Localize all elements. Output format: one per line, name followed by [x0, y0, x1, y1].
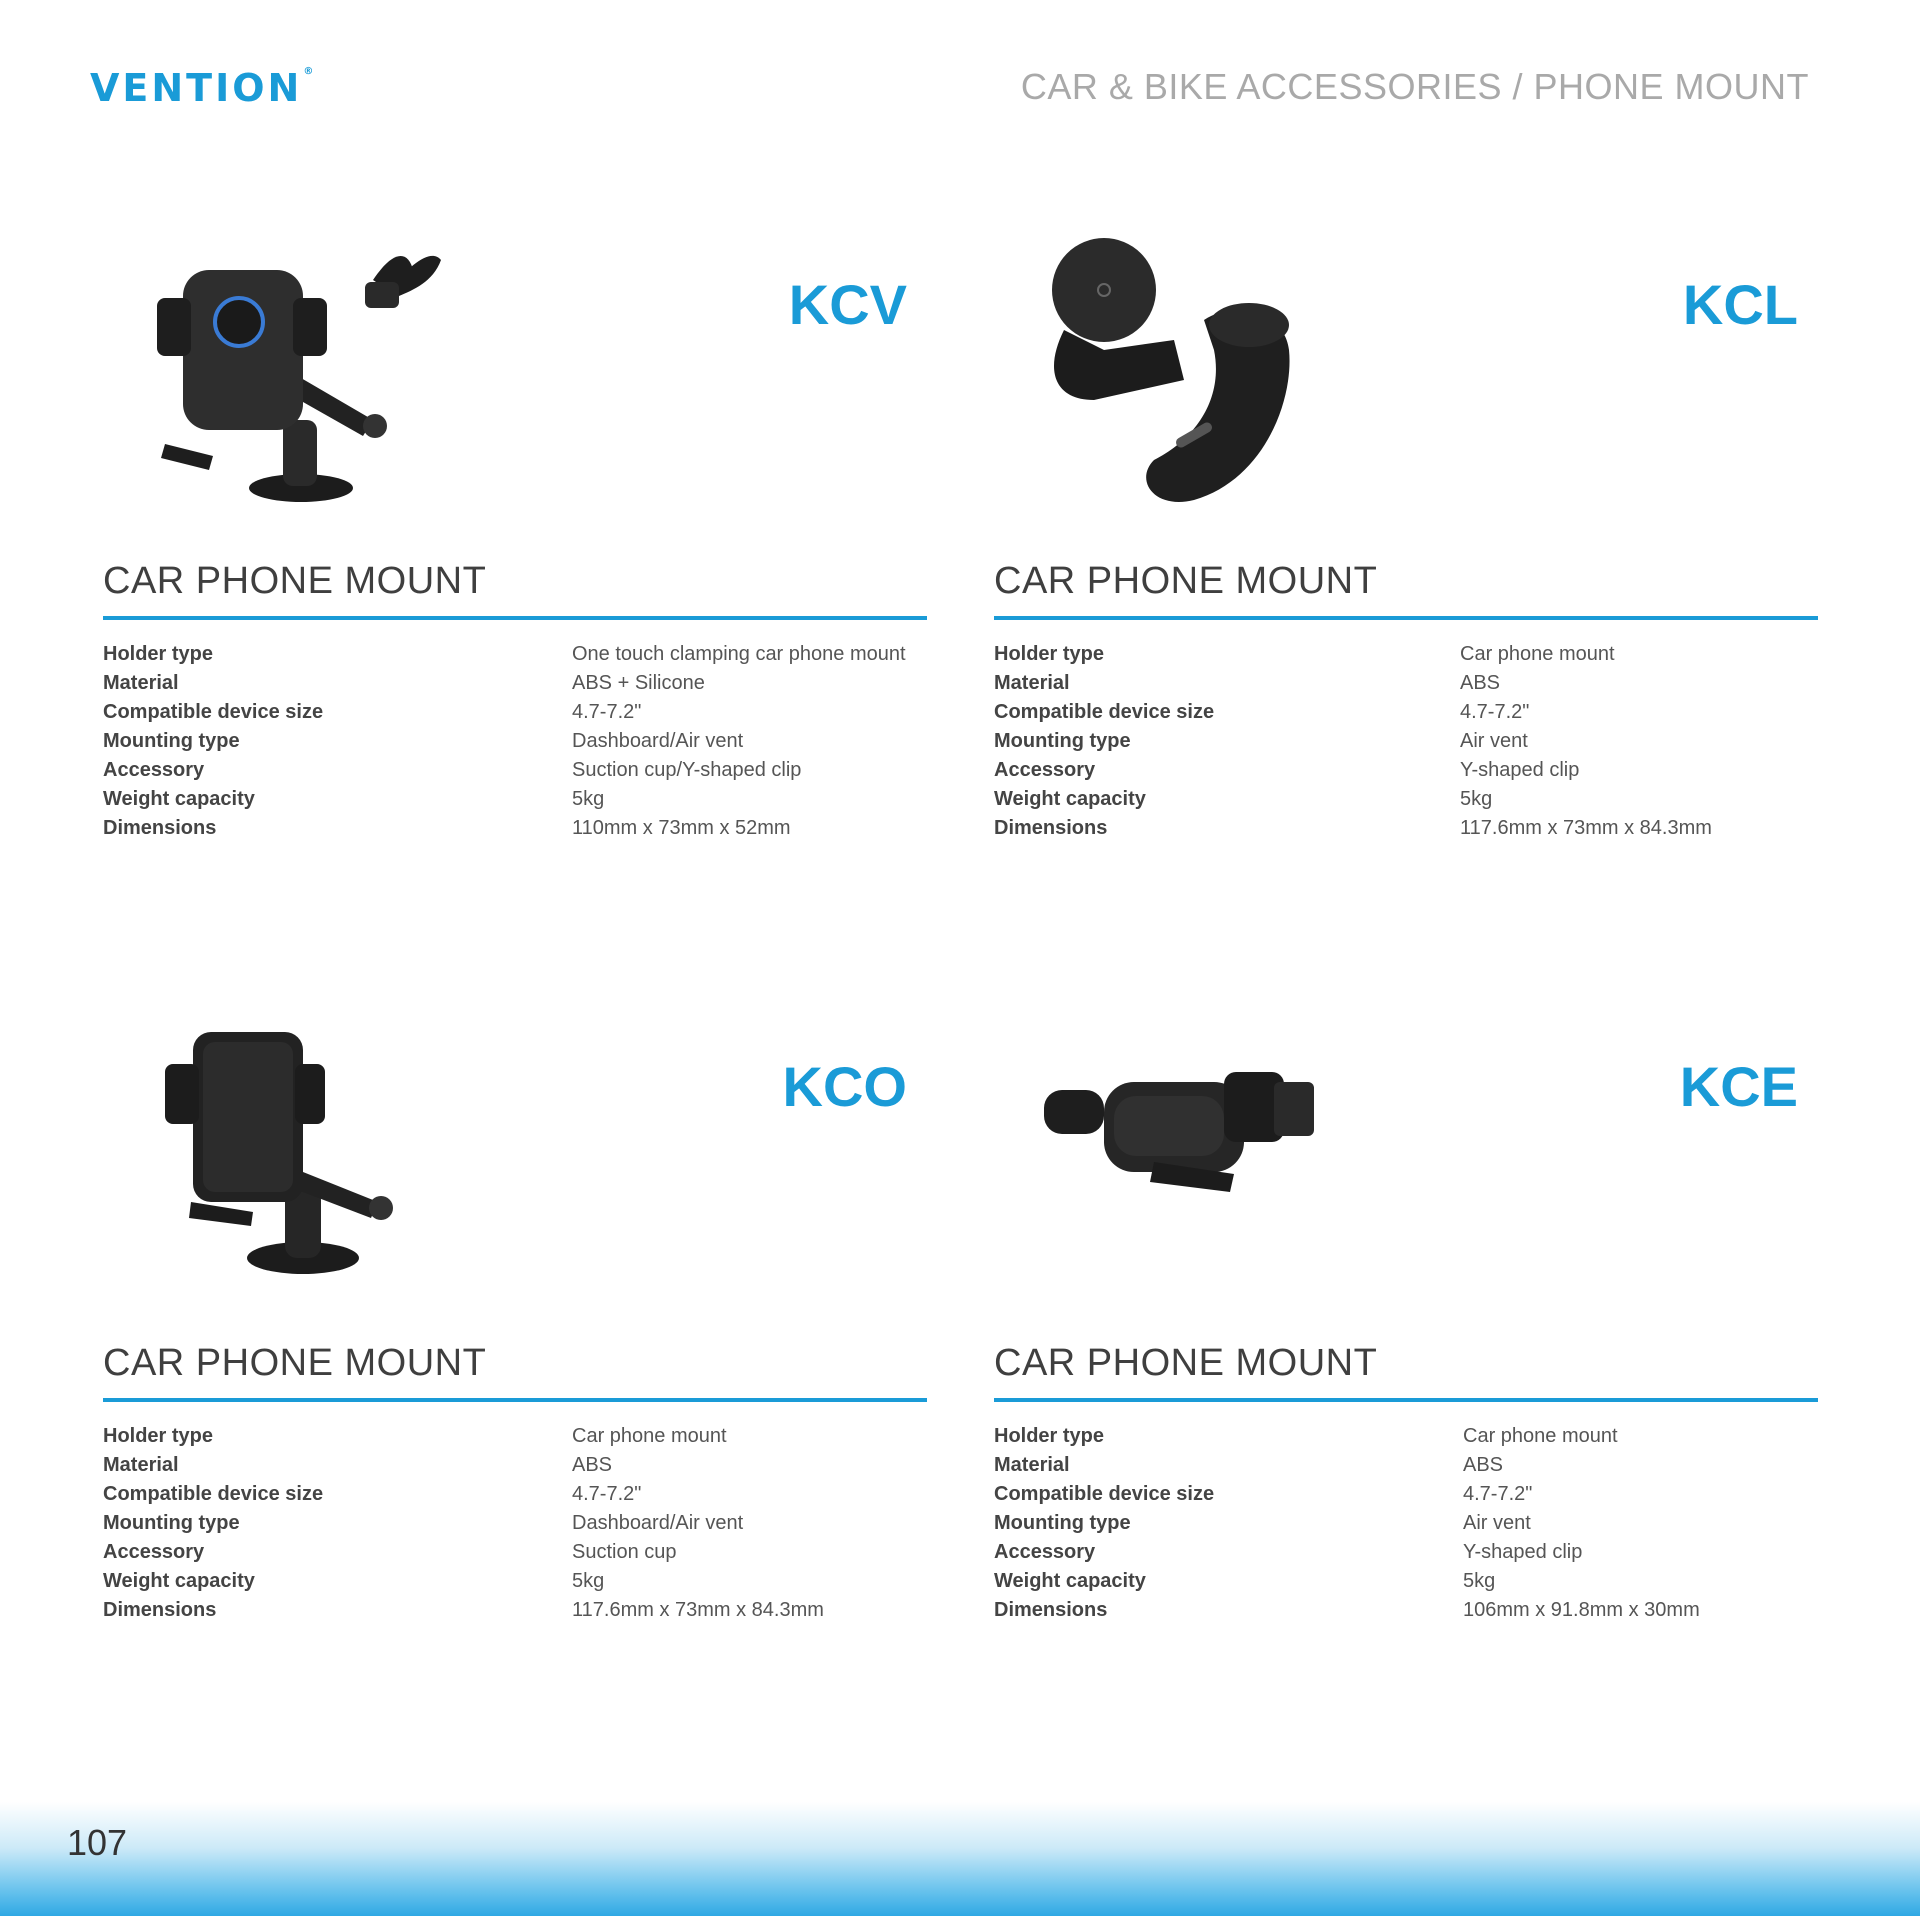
spec-value: 4.7-7.2" [572, 701, 642, 723]
product-title: CAR PHONE MOUNT [994, 560, 1378, 602]
spec-row [994, 1451, 1818, 1480]
magnetic-vent-mount-icon [1034, 230, 1334, 520]
spec-label: Material [994, 672, 1070, 694]
spec-value: Y-shaped clip [1463, 1541, 1583, 1563]
spec-value: Dashboard/Air vent [572, 730, 744, 752]
title-divider [103, 1398, 927, 1402]
spec-row [994, 1538, 1818, 1567]
spec-label: Weight capacity [994, 788, 1146, 810]
spec-label: Accessory [994, 759, 1096, 781]
spec-value: 4.7-7.2" [1460, 701, 1530, 723]
spec-value: 5kg [572, 788, 605, 810]
title-divider [103, 616, 927, 620]
spec-label: Holder type [994, 1425, 1105, 1447]
dashboard-phone-mount-icon [143, 230, 443, 520]
title-divider [994, 1398, 1818, 1402]
spec-label: Holder type [103, 1425, 214, 1447]
product-title: CAR PHONE MOUNT [994, 1342, 1378, 1384]
spec-row [994, 1567, 1818, 1596]
spec-value: ABS [1460, 672, 1501, 694]
spec-label: Mounting type [994, 1512, 1131, 1534]
spec-value: Dashboard/Air vent [572, 1512, 744, 1534]
vention-logo [90, 66, 313, 110]
spec-row [103, 785, 927, 814]
spec-label: Accessory [103, 759, 205, 781]
gravity-vent-mount-icon [1034, 1012, 1334, 1302]
spec-row [994, 727, 1818, 756]
product-image-kce [1034, 1012, 1334, 1302]
spec-value: Car phone mount [572, 1425, 727, 1447]
spec-row [994, 756, 1818, 785]
spec-label: Weight capacity [103, 1570, 255, 1592]
spec-row [994, 698, 1818, 727]
spec-row [994, 640, 1818, 669]
product-code: KCL [1682, 273, 1798, 336]
spec-row [103, 756, 927, 785]
spec-value: 110mm x 73mm x 52mm [572, 817, 791, 839]
spec-label: Material [103, 672, 179, 694]
product-card-kcv [103, 230, 927, 930]
dashboard-suction-mount-icon [143, 1012, 443, 1302]
spec-value: Car phone mount [1463, 1425, 1618, 1447]
product-code: KCE [1679, 1055, 1798, 1118]
spec-value: 5kg [572, 1570, 605, 1592]
spec-row [994, 1509, 1818, 1538]
spec-row [103, 640, 927, 669]
product-card-kcl [994, 230, 1818, 930]
page-number: 107 [67, 1822, 128, 1863]
product-card-kce [994, 1012, 1818, 1712]
spec-row [994, 1480, 1818, 1509]
spec-value: ABS + Silicone [572, 672, 705, 694]
product-image-kcv [143, 230, 443, 520]
spec-label: Dimensions [103, 817, 217, 839]
spec-row [103, 1451, 927, 1480]
spec-value: Car phone mount [1460, 643, 1615, 665]
spec-value: 5kg [1463, 1570, 1496, 1592]
spec-value: 117.6mm x 73mm x 84.3mm [572, 1599, 824, 1621]
spec-label: Compatible device size [103, 701, 324, 723]
section-title: CAR & BIKE ACCESSORIES / PHONE MOUNT [1020, 66, 1809, 107]
spec-row [103, 727, 927, 756]
spec-label: Compatible device size [103, 1483, 324, 1505]
spec-label: Weight capacity [994, 1570, 1146, 1592]
spec-label: Compatible device size [994, 701, 1215, 723]
spec-value: 117.6mm x 73mm x 84.3mm [1460, 817, 1712, 839]
spec-row [103, 698, 927, 727]
spec-row [103, 1480, 927, 1509]
spec-label: Dimensions [103, 1599, 217, 1621]
product-title: CAR PHONE MOUNT [103, 1342, 487, 1384]
spec-label: Holder type [103, 643, 214, 665]
spec-row [103, 814, 927, 843]
spec-list [103, 640, 927, 843]
product-code: KCV [788, 273, 907, 336]
spec-value: 106mm x 91.8mm x 30mm [1463, 1599, 1700, 1621]
spec-row [103, 1596, 927, 1625]
spec-label: Accessory [994, 1541, 1096, 1563]
spec-value: ABS [572, 1454, 613, 1476]
spec-label: Accessory [103, 1541, 205, 1563]
spec-value: Air vent [1463, 1512, 1531, 1534]
spec-list [994, 640, 1818, 843]
spec-row [994, 1422, 1818, 1451]
title-divider [994, 616, 1818, 620]
spec-row [103, 1422, 927, 1451]
spec-list [103, 1422, 927, 1625]
spec-value: Air vent [1460, 730, 1528, 752]
spec-label: Holder type [994, 643, 1105, 665]
spec-label: Mounting type [103, 730, 240, 752]
product-card-kco [103, 1012, 927, 1712]
spec-value: 4.7-7.2" [572, 1483, 642, 1505]
product-image-kco [143, 1012, 443, 1302]
spec-label: Mounting type [103, 1512, 240, 1534]
spec-value: Suction cup/Y-shaped clip [572, 759, 802, 781]
product-image-kcl [1034, 230, 1334, 520]
spec-row [103, 1567, 927, 1596]
spec-label: Weight capacity [103, 788, 255, 810]
spec-value: 5kg [1460, 788, 1493, 810]
registered-mark: ® [303, 66, 314, 77]
spec-row [994, 669, 1818, 698]
spec-label: Compatible device size [994, 1483, 1215, 1505]
spec-row [994, 1596, 1818, 1625]
spec-label: Material [994, 1454, 1070, 1476]
spec-row [994, 785, 1818, 814]
spec-row [994, 814, 1818, 843]
spec-value: 4.7-7.2" [1463, 1483, 1533, 1505]
spec-value: Y-shaped clip [1460, 759, 1580, 781]
spec-label: Material [103, 1454, 179, 1476]
product-title: CAR PHONE MOUNT [103, 560, 487, 602]
product-code: KCO [782, 1055, 907, 1118]
spec-label: Mounting type [994, 730, 1131, 752]
spec-row [103, 669, 927, 698]
spec-label: Dimensions [994, 1599, 1108, 1621]
spec-label: Dimensions [994, 817, 1108, 839]
spec-value: Suction cup [572, 1541, 677, 1563]
spec-value: ABS [1463, 1454, 1504, 1476]
footer-gradient-band [0, 1802, 1920, 1916]
spec-row [103, 1509, 927, 1538]
spec-row [103, 1538, 927, 1567]
brand-name: VENTION [90, 66, 303, 110]
spec-value: One touch clamping car phone mount [572, 643, 906, 665]
spec-list [994, 1422, 1818, 1625]
